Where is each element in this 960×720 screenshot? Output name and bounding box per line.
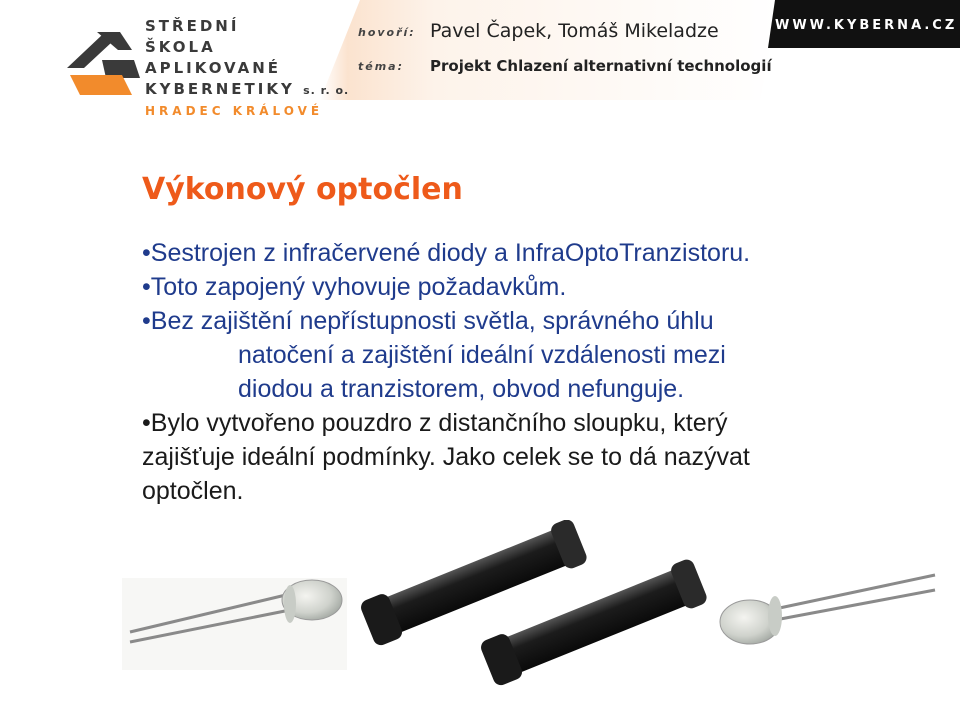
school-suffix: s. r. o. xyxy=(303,84,350,97)
bullet-marker: • xyxy=(142,239,151,267)
bullet-4-text: Bylo vytvořeno pouzdro z distančního sloupku, který xyxy=(150,409,728,437)
bullet-1 xyxy=(142,236,942,270)
bullet-1-text: Sestrojen z infračervené diody a InfraOptoTranzistoru. xyxy=(150,239,751,267)
school-city: HRADEC KRÁLOVÉ xyxy=(145,104,324,118)
header-band xyxy=(320,0,960,100)
school-line-1: STŘEDNÍ xyxy=(145,17,240,35)
bullet-2-text: Toto zapojený vyhovuje požadavkům. xyxy=(150,273,567,301)
speakers-label: hovoří: xyxy=(358,26,416,39)
school-line-4: KYBERNETIKY xyxy=(145,80,295,98)
school-line-4-wrap xyxy=(145,79,349,101)
bullet-list xyxy=(142,236,942,508)
bullet-4-cont-1: zajišťuje ideální podmínky. Jako celek se to dá nazývat xyxy=(142,443,750,471)
bullet-marker: • xyxy=(142,273,151,301)
school-name xyxy=(145,16,349,122)
bullet-3-cont-2: diodou a tranzistorem, obvod nefunguje. xyxy=(238,375,685,403)
kyberna-logo-icon xyxy=(62,20,142,100)
speakers-text: Pavel Čapek, Tomáš Mikeladze xyxy=(430,20,719,42)
bullet-2 xyxy=(142,270,942,304)
topic-label: téma: xyxy=(358,60,405,73)
bullet-3 xyxy=(142,304,942,406)
school-line-2: ŠKOLA xyxy=(145,38,216,56)
bullet-4-cont-2: optočlen. xyxy=(142,477,244,505)
bullet-4 xyxy=(142,406,942,508)
bullet-3-text: Bez zajištění nepřístupnosti světla, správného úhlu xyxy=(150,307,714,335)
led-photo-right xyxy=(720,575,935,644)
bullet-marker: • xyxy=(142,307,151,335)
website-link[interactable]: WWW.KYBERNA.CZ xyxy=(775,18,958,33)
school-line-3: APLIKOVANÉ xyxy=(145,59,282,77)
led-photo-left xyxy=(122,578,347,670)
bullet-3-cont-1: natočení a zajištění ideální vzdálenosti mezi xyxy=(238,341,726,369)
topic-text: Projekt Chlazení alternativní technologií xyxy=(430,57,772,75)
slide-title: Výkonový optočlen xyxy=(142,172,463,207)
slide-header xyxy=(0,0,960,118)
bullet-marker: • xyxy=(142,409,151,437)
component-photos xyxy=(0,520,960,720)
